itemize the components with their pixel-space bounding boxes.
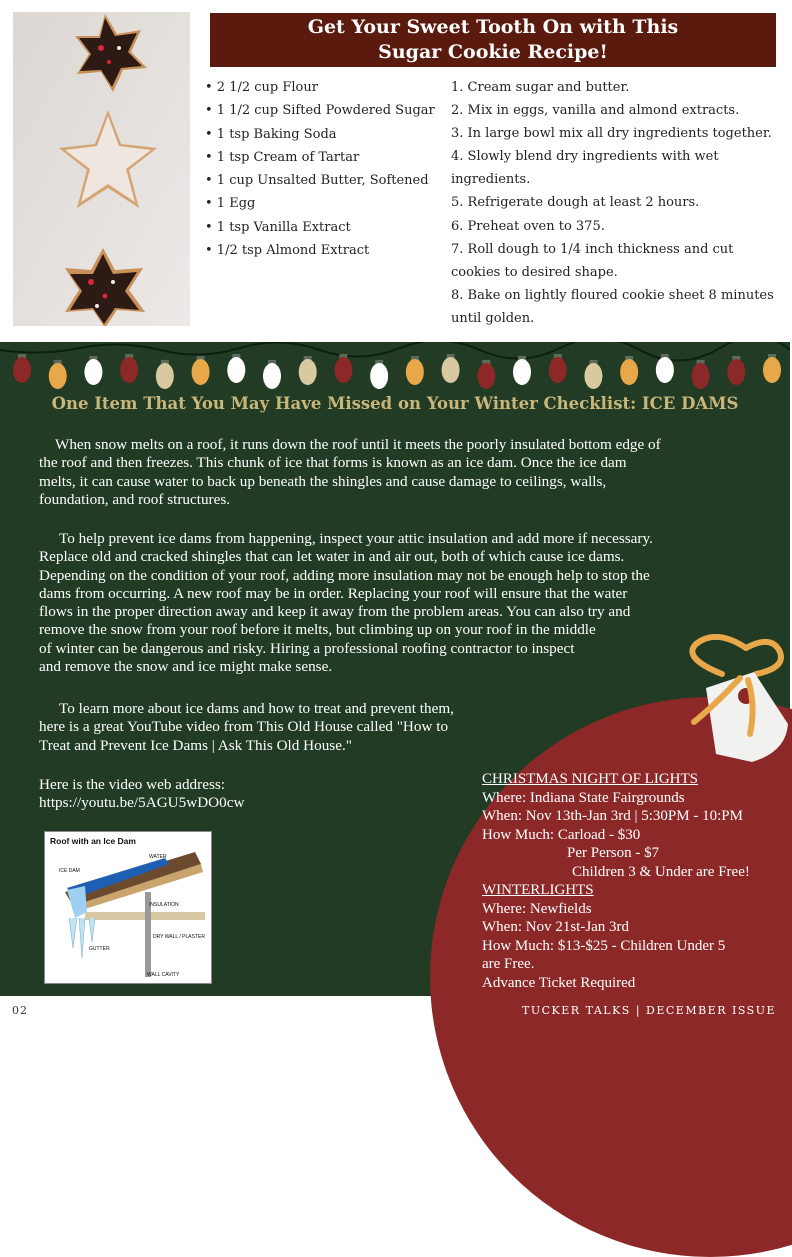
step-line: 2. Mix in eggs, vanilla and almond extracts. [451,103,740,119]
recipe-title-line2: Sugar Cookie Recipe! [378,41,608,63]
paragraph-line: To help prevent ice dams from happening, inspect your attic insulation and add more if necessary. [59,530,653,547]
diagram-label: GUTTER [89,946,110,952]
diagram-label: INSULATION [149,902,179,908]
light-bulb-icon [370,360,388,389]
light-bulb-icon [227,354,245,383]
event-price: are Free. [482,956,535,972]
ingredient-item: • 1 tsp Vanilla Extract [205,219,351,235]
step-line: 5. Refrigerate dough at least 2 hours. [451,195,700,211]
ice-dams-paragraph-3 [39,700,454,755]
christmas-lights-decoration [0,342,790,398]
recipe-title-line1: Get Your Sweet Tooth On with This [307,16,679,38]
event-price: Children 3 & Under are Free! [572,863,750,880]
step-line: until golden. [451,310,535,326]
light-bulb-icon [513,356,531,385]
video-label: Here is the video web address: [39,776,225,793]
diagram-label: WALL CAVITY [147,972,180,978]
step-line: 3. In large bowl mix all dry ingredients together. [451,126,772,142]
light-bulb-icon [192,356,210,385]
paragraph-line: melts, it can cause water to back up beneath the shingles and cause damage to ceilings, walls, [39,472,607,490]
light-bulb-icon [442,354,460,383]
light-bulb-icon [406,356,424,385]
light-bulb-icon [692,360,710,389]
paragraph-line: When snow melts on a roof, it runs down the roof until it meets the poorly insulated bottom edge of [55,436,661,453]
event-when: When: Nov 21st-Jan 3rd [482,919,630,935]
paragraph-line: Treat and Prevent Ice Dams | Ask This Old House." [39,736,352,754]
event-price: Per Person - $7 [567,845,660,861]
paragraph-line: remove the snow from your roof before it melts, but climbing up on your roof in the middle [39,621,596,639]
ice-dam-diagram [44,831,212,984]
diagram-label: DRY WALL / PLASTER [153,934,205,940]
event-where: Where: Newfields [482,900,592,917]
diagram-label: WATER [149,854,167,860]
ice-dams-title: One Item That You May Have Missed on Your Winter Checklist: ICE DAMS [51,394,739,413]
ingredients-list [205,76,445,262]
ingredient-item: • 1 1/2 cup Sifted Powdered Sugar [205,103,435,119]
step-line: 8. Bake on lightly floured cookie sheet 8 minutes [451,287,774,303]
paragraph-line: of winter can be dangerous and risky. Hiring a professional roofing contractor to inspect [39,639,575,657]
event-price: How Much: Carload - $30 [482,826,641,843]
ingredient-item: • 1 Egg [205,196,256,212]
ingredient-item: • 1 tsp Baking Soda [205,126,337,142]
event-title-night-of-lights: CHRISTMAS NIGHT OF LIGHTS [482,771,698,787]
event-note: Advance Ticket Required [482,974,636,991]
ice-dams-paragraph-2 [39,530,653,676]
diagram-label: ICE DAM [59,868,80,874]
step-line: cookies to desired shape. [451,264,618,280]
ingredient-item: • 1/2 tsp Almond Extract [205,243,370,259]
gift-tag-icon [676,634,790,764]
light-bulb-icon [13,354,31,383]
light-bulb-icon [763,354,781,383]
publication-footer: TUCKER TALKS | DECEMBER ISSUE [522,1004,776,1017]
events-list [482,770,750,992]
paragraph-line: dams from occurring. A new roof may be in order. Replacing your roof will ensure that the water [39,584,628,602]
step-line: 1. Cream sugar and butter. [451,80,630,95]
event-title-winterlights: WINTERLIGHTS [482,882,594,898]
cookie-photo [13,12,190,326]
step-line: 6. Preheat oven to 375. [451,218,605,234]
light-bulb-icon [334,354,352,383]
paragraph-line: flows in the proper direction away and keep it away from the problem areas. You can also try and [39,603,631,621]
event-where: Where: Indiana State Fairgrounds [482,789,685,806]
diagram-title: Roof with an Ice Dam [50,836,136,846]
paragraph-line: foundation, and roof structures. [39,490,231,508]
step-line: 4. Slowly blend dry ingredients with wet [451,149,719,165]
event-price: How Much: $13-$25 - Children Under 5 [482,937,726,954]
paragraph-line: the roof and then freezes. This chunk of ice that forms is known as an ice dam. Once the ice dam [39,454,627,472]
light-bulb-icon [263,360,281,389]
recipe-title-banner [210,13,776,67]
paragraph-line: Depending on the condition of your roof, adding more insulation may not be enough help to stop the [39,566,650,584]
recipe-steps-list [451,76,781,330]
light-bulb-icon [299,356,317,385]
paragraph-line: here is a great YouTube video from This Old House called "How to [39,718,449,736]
paragraph-line: and remove the snow and ice might make sense. [39,658,333,676]
light-bulb-icon [49,360,67,389]
ingredient-item: • 2 1/2 cup Flour [205,80,318,95]
ingredient-item: • 1 tsp Cream of Tartar [205,149,360,165]
ingredient-item: • 1 cup Unsalted Butter, Softened [205,173,429,189]
light-bulb-icon [584,360,602,389]
paragraph-line: To learn more about ice dams and how to treat and prevent them, [59,700,454,717]
light-bulb-icon [549,354,567,383]
ice-dams-paragraph-1 [39,436,661,509]
light-bulb-icon [620,356,638,385]
light-bulb-icon [477,360,495,389]
light-bulb-icon [84,356,102,385]
page-number: 02 [12,1004,28,1017]
video-info [39,776,244,813]
event-when: When: Nov 13th-Jan 3rd | 5:30PM - 10:PM [482,808,743,824]
light-bulb-icon [156,360,174,389]
light-bulb-icon [727,356,745,385]
step-line: ingredients. [451,172,531,188]
paragraph-line: Replace old and cracked shingles that can let water in and air out, both of which cause ice dams. [39,548,625,566]
video-url-link[interactable]: https://youtu.be/5AGU5wDO0cw [39,794,245,812]
step-line: 7. Roll dough to 1/4 inch thickness and cut [451,241,734,257]
light-bulb-icon [120,354,138,383]
